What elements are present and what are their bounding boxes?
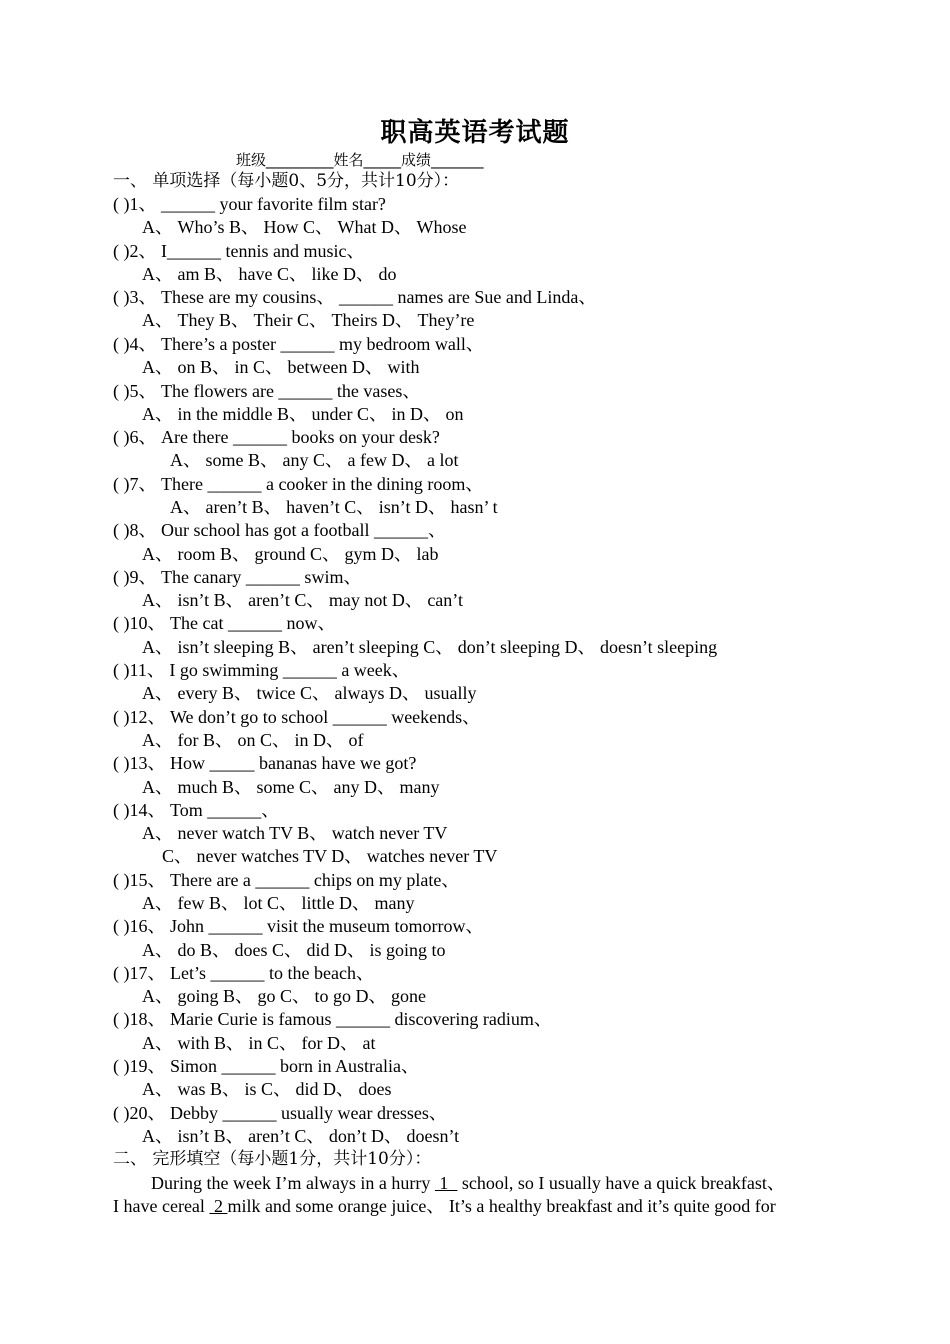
question-8: ( )8、 Our school has got a football ______、 [113, 520, 446, 540]
question-12: ( )12、 We don’t go to school ______ weekends、 [113, 707, 481, 727]
options-4: A、 on B、 in C、 between D、 with [142, 357, 420, 377]
question-10: ( )10、 The cat ______ now、 [113, 613, 336, 633]
options-10: A、 isn’t sleeping B、 aren’t sleeping C、 don’t sleeping D、 doesn’t sleeping [142, 637, 718, 657]
section1-heading: 一、 单项选择（每小题0、5分，共计10分）： [113, 171, 460, 191]
question-14: ( )14、 Tom ______、 [113, 800, 280, 820]
options-14: A、 never watch TV B、 watch never TV [142, 823, 448, 843]
blank-2: 2 [209, 1196, 228, 1216]
passage-text: school, so I usually have a quick breakfast、 [457, 1173, 785, 1193]
options-12: A、 for B、 on C、 in D、 of [142, 730, 364, 750]
question-4: ( )4、 There’s a poster ______ my bedroom wall、 [113, 334, 484, 354]
options-6: A、 some B、 any C、 a few D、 a lot [170, 450, 459, 470]
question-15: ( )15、 There are a ______ chips on my plate、 [113, 870, 460, 890]
options-9: A、 isn’t B、 aren’t C、 may not D、 can’t [142, 590, 463, 610]
options-13: A、 much B、 some C、 any D、 many [142, 777, 440, 797]
options-19: A、 was B、 is C、 did D、 does [142, 1079, 392, 1099]
question-13: ( )13、 How _____ bananas have we got? [113, 753, 417, 773]
question-9: ( )9、 The canary ______ swim、 [113, 567, 362, 587]
question-5: ( )5、 The flowers are ______ the vases、 [113, 381, 421, 401]
options-7: A、 aren’t B、 haven’t C、 isn’t D、 hasn’ t [170, 497, 498, 517]
blank-1: 1 [434, 1173, 458, 1193]
question-11: ( )11、 I go swimming ______ a week、 [113, 660, 410, 680]
question-6: ( )6、 Are there ______ books on your desk? [113, 427, 440, 447]
question-16: ( )16、 John ______ visit the museum tomorrow、 [113, 916, 484, 936]
options-3: A、 They B、 Their C、 Theirs D、 They’re [142, 310, 475, 330]
question-17: ( )17、 Let’s ______ to the beach、 [113, 963, 374, 983]
options-18: A、 with B、 in C、 for D、 at [142, 1033, 376, 1053]
passage-text: During the week I’m always in a hurry [151, 1173, 435, 1193]
page-title: 职高英语考试题 [380, 118, 570, 148]
question-18: ( )18、 Marie Curie is famous ______ discovering radium、 [113, 1009, 552, 1029]
passage-text: I have cereal [113, 1196, 210, 1216]
options-8: A、 room B、 ground C、 gym D、 lab [142, 544, 439, 564]
passage-line-2 [113, 1195, 776, 1217]
passage-line-1 [151, 1172, 785, 1194]
passage-text: milk and some orange juice、 It’s a healthy breakfast and it’s quite good for [227, 1196, 776, 1216]
options-2: A、 am B、 have C、 like D、 do [142, 264, 397, 284]
options-15: A、 few B、 lot C、 little D、 many [142, 893, 415, 913]
question-19: ( )19、 Simon ______ born in Australia、 [113, 1056, 419, 1076]
header-fields-line: 班级_________姓名_____成绩_______ [236, 151, 484, 169]
section2-heading: 二、 完形填空（每小题1分，共计10分）： [113, 1149, 432, 1169]
question-20: ( )20、 Debby ______ usually wear dresses、 [113, 1103, 447, 1123]
options-1: A、 Who’s B、 How C、 What D、 Whose [142, 217, 467, 237]
question-2: ( )2、 I______ tennis and music、 [113, 241, 365, 261]
options-17: A、 going B、 go C、 to go D、 gone [142, 986, 427, 1006]
options-16: A、 do B、 does C、 did D、 is going to [142, 940, 446, 960]
options-11: A、 every B、 twice C、 always D、 usually [142, 683, 477, 703]
question-7: ( )7、 There ______ a cooker in the dining room、 [113, 474, 484, 494]
question-3: ( )3、 These are my cousins、 ______ names are Sue and Linda、 [113, 287, 597, 307]
options-5: A、 in the middle B、 under C、 in D、 on [142, 404, 464, 424]
options-20: A、 isn’t B、 aren’t C、 don’t D、 doesn’t [142, 1126, 460, 1146]
question-1: ( )1、 ______ your favorite film star? [113, 194, 386, 214]
options-14-row2: C、 never watches TV D、 watches never TV [162, 846, 498, 866]
